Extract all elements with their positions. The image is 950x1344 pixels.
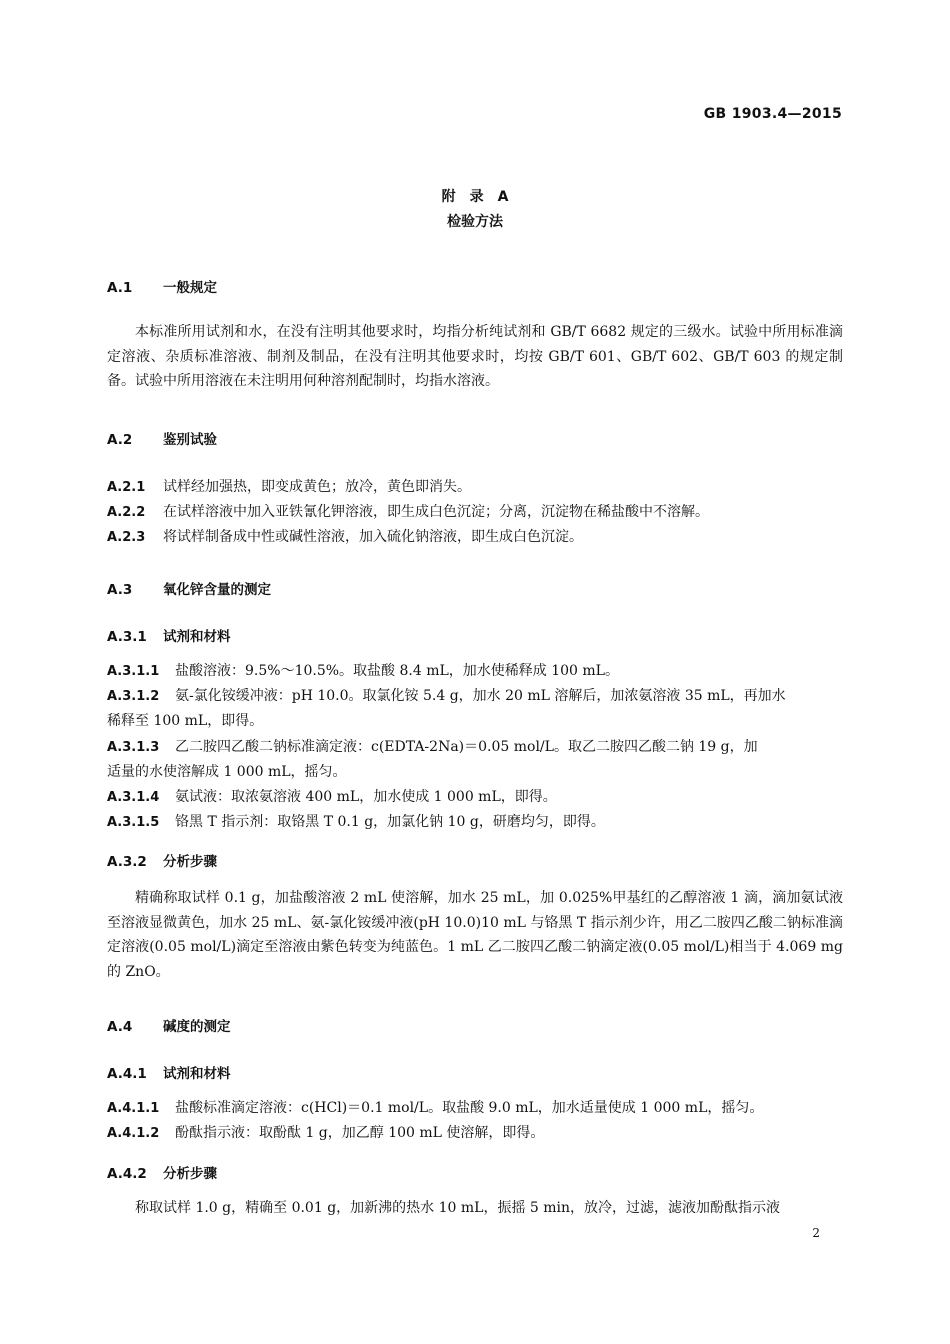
clause-number: A.3.1.1 <box>107 664 160 679</box>
clause-number: A.3.1.5 <box>107 815 160 830</box>
clause-text: 盐酸标准滴定溶液：c(HCl)＝0.1 mol/L。取盐酸 9.0 mL，加水适量使成 1 000 mL，摇匀。 <box>175 1100 764 1116</box>
section-number: A.2 <box>107 432 133 448</box>
clause-number: A.3.1.2 <box>107 689 160 704</box>
clause-text: 酚酞指示液：取酚酞 1 g，加乙醇 100 mL 使溶解，即得。 <box>175 1125 545 1141</box>
section-a31-heading <box>107 625 231 645</box>
paragraph-a42: 称取试样 1.0 g，精确至 0.01 g，加新沸的热水 10 mL，振摇 5 min，放冷，过滤，滤液加酚酞指示液 <box>135 1200 781 1216</box>
clause-a312-cont: 稀释至 100 mL，即得。 <box>107 713 264 729</box>
section-a4-heading <box>107 1015 231 1035</box>
section-a3-heading <box>107 578 271 598</box>
clause-text: 氨试液：取浓氨溶液 400 mL，加水使成 1 000 mL，即得。 <box>175 789 557 805</box>
section-a41-heading <box>107 1062 231 1082</box>
clause-a411 <box>107 1098 843 1119</box>
clause-text: 试样经加强热，即变成黄色；放冷，黄色即消失。 <box>163 479 471 495</box>
section-number: A.4 <box>107 1019 133 1035</box>
appendix-title: 检验方法 <box>447 214 503 230</box>
section-number: A.3.2 <box>107 854 147 870</box>
section-number: A.1 <box>107 280 133 296</box>
clause-a23 <box>107 527 843 548</box>
section-title: 碱度的测定 <box>163 1019 231 1035</box>
section-title: 分析步骤 <box>163 854 217 870</box>
section-number: A.4.2 <box>107 1166 147 1182</box>
section-title: 一般规定 <box>163 280 217 296</box>
clause-text: 将试样制备成中性或碱性溶液，加入硫化钠溶液，即生成白色沉淀。 <box>163 529 583 545</box>
clause-text: 乙二胺四乙酸二钠标准滴定液：c(EDTA-2Na)＝0.05 mol/L。取乙二胺四乙酸二钠 19 g，加 <box>175 739 758 755</box>
section-number: A.3.1 <box>107 629 147 645</box>
clause-number: A.3.1.3 <box>107 740 160 755</box>
paragraph-a32: 精确称取试样 0.1 g，加盐酸溶液 2 mL 使溶解，加水 25 mL，加 0.025%甲基红的乙醇溶液 1 滴，滴加氨试液至溶液显微黄色，加水 25 mL、氨-氯化铵缓冲液(pH 10.0)10 mL 与铬黑 T 指示剂少许，用乙二胺四乙酸二钠标准滴定溶液(0.05 mol/L)滴定至溶液由紫色转变为纯蓝色。1 mL 乙二胺四乙酸二钠滴定液(0.05 mol/L)相当于 4.069 mg 的 ZnO。 <box>107 890 843 980</box>
section-number: A.4.1 <box>107 1066 147 1082</box>
clause-a21 <box>107 477 843 498</box>
section-title: 试剂和材料 <box>163 1066 231 1082</box>
clause-number: A.4.1.1 <box>107 1101 160 1116</box>
clause-text: 在试样溶液中加入亚铁氰化钾溶液，即生成白色沉淀；分离，沉淀物在稀盐酸中不溶解。 <box>163 504 709 520</box>
section-title: 分析步骤 <box>163 1166 217 1182</box>
appendix-label: 附 录 A <box>441 189 509 205</box>
clause-a315 <box>107 812 843 833</box>
standard-number: GB 1903.4—2015 <box>703 106 842 122</box>
clause-a311 <box>107 661 843 682</box>
page-number: 2 <box>812 1226 820 1240</box>
section-a2-heading <box>107 428 217 448</box>
section-title: 氧化锌含量的测定 <box>163 582 271 598</box>
section-a1-heading <box>107 276 217 296</box>
clause-a312 <box>107 686 843 707</box>
clause-a412 <box>107 1123 843 1144</box>
clause-a22 <box>107 502 843 523</box>
paragraph-a1: 本标准所用试剂和水，在没有注明其他要求时，均指分析纯试剂和 GB/T 6682 规定的三级水。试验中所用标准滴定溶液、杂质标准溶液、制剂及制品，在没有注明其他要求时，均按 GB/T 601、GB/T 602、GB/T 603 的规定制备。试验中所用溶液在未注明用何种溶剂配制时，均指水溶液。 <box>107 324 843 389</box>
clause-a313 <box>107 737 843 758</box>
section-a32-heading <box>107 850 217 870</box>
clause-number: A.2.3 <box>107 530 146 545</box>
clause-text: 氨-氯化铵缓冲液：pH 10.0。取氯化铵 5.4 g，加水 20 mL 溶解后，加浓氨溶液 35 mL，再加水 <box>175 688 786 704</box>
section-a42-heading <box>107 1162 217 1182</box>
clause-number: A.2.2 <box>107 505 146 520</box>
clause-a313-cont: 适量的水使溶解成 1 000 mL，摇匀。 <box>107 764 347 780</box>
clause-number: A.2.1 <box>107 480 146 495</box>
clause-text: 盐酸溶液：9.5%～10.5%。取盐酸 8.4 mL，加水使稀释成 100 mL。 <box>175 663 619 679</box>
section-title: 试剂和材料 <box>163 629 231 645</box>
clause-number: A.4.1.2 <box>107 1126 160 1141</box>
clause-text: 铬黑 T 指示剂：取铬黑 T 0.1 g，加氯化钠 10 g，研磨均匀，即得。 <box>175 814 605 830</box>
clause-number: A.3.1.4 <box>107 790 160 805</box>
section-title: 鉴别试验 <box>163 432 217 448</box>
section-number: A.3 <box>107 582 133 598</box>
clause-a314 <box>107 787 843 808</box>
